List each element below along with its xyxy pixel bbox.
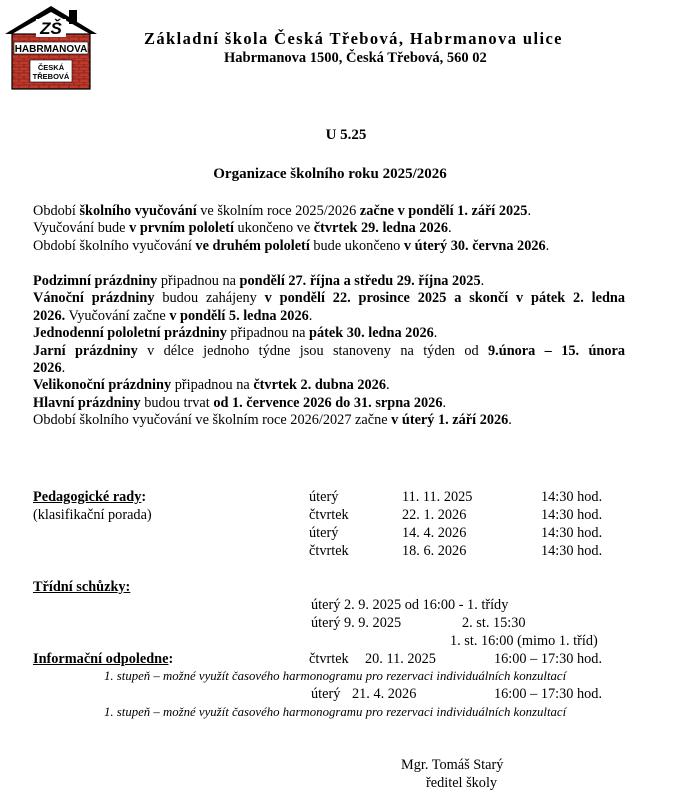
text-span: . [508, 412, 512, 429]
council-date: 22. 1. 2026 [402, 507, 467, 523]
info-afternoon-date: 21. 4. 2026 [352, 686, 417, 702]
text-span: Vyučování začne [65, 307, 170, 324]
council-date: 11. 11. 2025 [402, 489, 473, 505]
pedagogical-councils-heading [33, 489, 146, 506]
text-span: připadnou na [226, 325, 310, 342]
holiday-midyear [33, 325, 625, 342]
bold-span: v úterý 1. září 2026 [391, 412, 509, 429]
text-span: . [308, 307, 313, 324]
school-address: Habrmanova 1500, Česká Třebová, 560 02 [224, 50, 487, 66]
info-afternoon-time: 16:00 – 17:30 hod. [494, 651, 603, 667]
text-span: připadnou na [171, 377, 254, 394]
bold-span: čtvrtek 2. dubna 2026 [253, 377, 386, 394]
bold-span: v úterý 30. června 2026 [403, 237, 546, 254]
council-time: 14:30 hod. [541, 543, 603, 559]
bold-span: v pondělí 5. ledna 2026 [169, 307, 309, 324]
info-afternoon-day: čtvrtek [309, 651, 349, 667]
bold-span: 9.února – 15. února [488, 342, 625, 359]
class-meeting-day: úterý 9. 9. 2025 [311, 615, 402, 631]
bold-span: Hlavní prázdniny [33, 394, 141, 411]
text-span: ukončeno ve [233, 220, 314, 237]
bold-span: v pondělí 22. prosince 2025 a skončí v pátek 2. ledna [264, 290, 626, 307]
school-name: Základní škola Česká Třebová, Habrmanova ulice [144, 29, 563, 48]
document-code: U 5.25 [325, 127, 367, 143]
info-afternoon-day: úterý [311, 686, 341, 702]
school-year-line [33, 203, 625, 220]
holiday-autumn [33, 273, 625, 290]
bold-span: v prvním pololetí [129, 220, 234, 237]
info-afternoon-note: 1. stupeň – možné využít časového harmonogramu pro rezervaci individuálních konzultací [104, 669, 567, 683]
text-span: Vyučování bude [33, 220, 130, 237]
bold-span: čtvrtek 29. ledna 2026 [313, 220, 448, 237]
holidays-section [33, 273, 625, 430]
text-span: připadnou na [157, 273, 240, 289]
text-span: . [545, 237, 550, 254]
bold-span: začne v pondělí 1. září 2025 [359, 203, 528, 219]
council-day: úterý [309, 525, 339, 541]
text-span: . [385, 377, 390, 394]
council-time: 14:30 hod. [541, 507, 603, 523]
text-span: Období [33, 203, 80, 219]
text-span: . [433, 325, 438, 342]
text-span: . [61, 360, 66, 377]
text-span: Období školního vyučování [33, 237, 196, 254]
bold-span: Jarní prázdniny [33, 342, 138, 359]
school-logo [2, 4, 100, 90]
next-school-year [33, 412, 625, 429]
text-span: . [480, 273, 485, 289]
bold-span: pátek 30. ledna 2026 [309, 325, 434, 342]
text-span: . [447, 220, 452, 237]
class-meeting-info: 2. st. 15:30 [462, 615, 526, 631]
bold-span: školního vyučování [79, 203, 197, 219]
council-day: úterý [309, 489, 339, 505]
bold-span: Velikonoční prázdniny [33, 377, 172, 394]
holiday-summer [33, 395, 625, 412]
council-date: 18. 6. 2026 [402, 543, 467, 559]
bold-span: 2026. [33, 307, 66, 324]
holiday-christmas-line2 [33, 308, 625, 325]
info-afternoon-heading [33, 651, 173, 668]
info-afternoon-note: 1. stupeň – možné využít časového harmonogramu pro rezervaci individuálních konzultací [104, 705, 567, 719]
logo-city-line2: TŘEBOVÁ [32, 72, 70, 81]
pedagogical-councils-subheading: (klasifikační porada) [33, 507, 152, 523]
signature-role: ředitel školy [426, 775, 498, 791]
heading-colon: : [141, 489, 147, 505]
signature-name: Mgr. Tomáš Starý [401, 757, 504, 773]
info-afternoon-time: 16:00 – 17:30 hod. [494, 686, 603, 702]
text-span: bude ukončeno [309, 237, 404, 254]
text-span: . [442, 394, 447, 411]
holiday-christmas-line1 [33, 290, 625, 307]
council-day: čtvrtek [309, 543, 349, 559]
text-span: ve školním roce 2025/2026 [196, 203, 360, 219]
bold-span: Vánoční prázdniny [33, 290, 155, 307]
info-afternoon-date: 20. 11. 2025 [365, 651, 436, 667]
heading-colon: : [168, 651, 174, 667]
school-logo-graphic [2, 4, 100, 90]
council-date: 14. 4. 2026 [402, 525, 467, 541]
holiday-spring-line1 [33, 343, 625, 360]
council-time: 14:30 hod. [541, 489, 603, 505]
text-span: budou trvat [140, 394, 214, 411]
school-year-section [33, 203, 625, 255]
text-span: v délce jednoho týdne jsou stanoveny na týden od [137, 342, 489, 359]
heading-text: Informační odpoledne [33, 651, 169, 667]
council-time: 14:30 hod. [541, 525, 603, 541]
holiday-spring-line2 [33, 360, 625, 377]
text-span: budou zahájeny [154, 290, 265, 307]
school-year-line [33, 220, 625, 237]
class-meetings-heading: Třídní schůzky: [33, 579, 131, 595]
bold-span: 2026 [33, 360, 62, 377]
bold-span: od 1. července 2026 do 31. srpna 2026 [213, 394, 443, 411]
bold-span: pondělí 27. října a středu 29. října 2025 [239, 273, 481, 289]
bold-span: Podzimní prázdniny [33, 273, 158, 289]
bold-span: ve druhém pololetí [195, 237, 310, 254]
logo-city-line1: ČESKÁ [37, 63, 65, 72]
text-span: . [527, 203, 532, 219]
class-meeting-line3: 1. st. 16:00 (mimo 1. tříd) [450, 633, 598, 649]
school-year-line [33, 238, 625, 255]
logo-banner-text: HABRMANOVA [14, 44, 88, 55]
heading-text: Pedagogické rady [33, 489, 142, 505]
document-title: Organizace školního roku 2025/2026 [213, 166, 447, 182]
logo-initials: ZŠ [40, 19, 62, 38]
text-span: Období školního vyučování ve školním roce 2026/2027 začne [33, 412, 392, 429]
council-day: čtvrtek [309, 507, 349, 523]
bold-span: Jednodenní pololetní prázdniny [33, 325, 227, 342]
class-meeting-line1: úterý 2. 9. 2025 od 16:00 - 1. třídy [311, 597, 509, 613]
holiday-easter [33, 377, 625, 394]
